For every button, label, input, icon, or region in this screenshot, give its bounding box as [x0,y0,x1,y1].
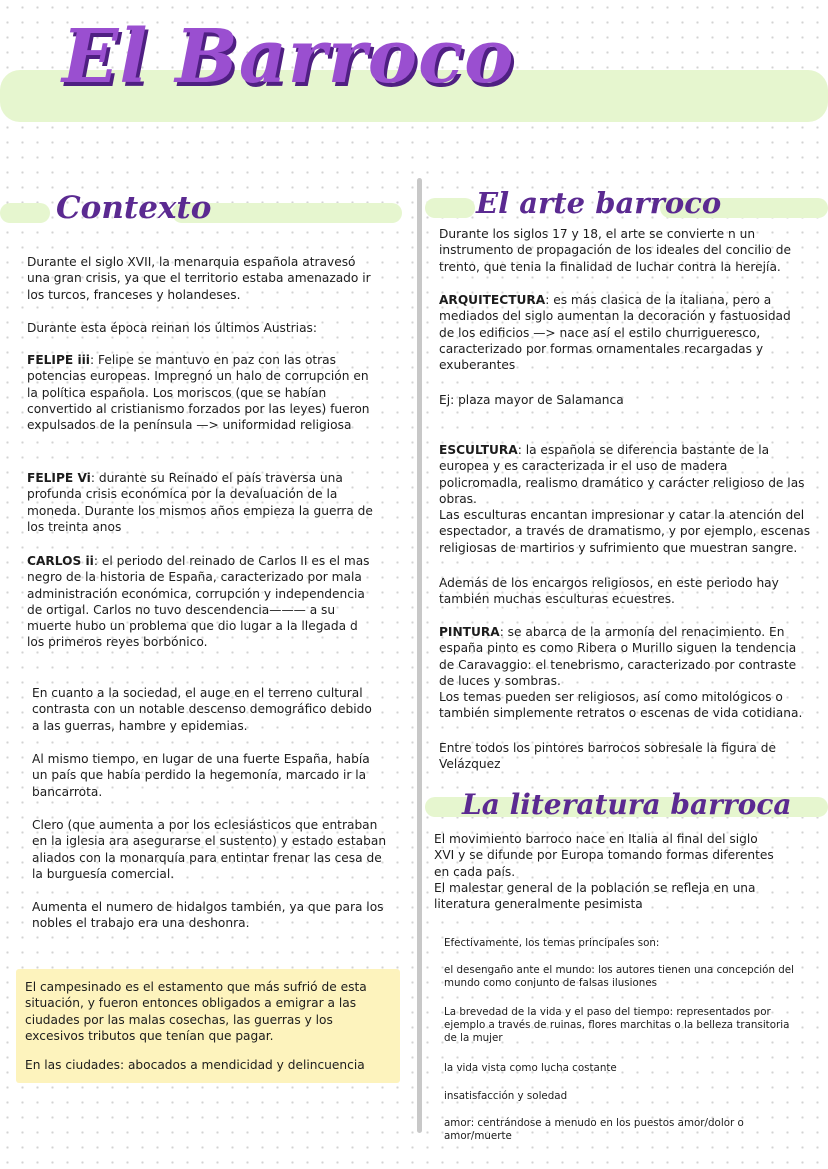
sculpture-text-2: Las esculturas encantan impresionar y catar la atención del espectador, a través de dramatismo, y por ejemplo, escenas religiosas de martirios y sufrimiento que muestran sangre. [439,508,811,555]
painting-text: : se abarca de la armonía del renacimiento. En españa pinto es como Ribera o Murillo siguen la tendencia de Caravaggio: el tenebrismo, caracterizado por contraste de luces y sombras. [439,625,797,688]
society-paragraph: Clero (que aumenta a por los eclesiásticos que entraban en la iglesia ara asegurarse el sustento) y estado estaban aliados con la monarquía para entintar frenar las cesa de la burguesía comercial. [32,818,387,881]
note-paragraph: El campesinado es el estamento que más sufrió de esta situación, y fueron entonces obligados a emigrar a las ciudades por las malas cosechas, las guerras y los excesivos tributos que tenían que pagar. [25,980,367,1043]
art-heading: El arte barroco [476,186,722,220]
king-felipe-iv [27,470,377,535]
reign-intro: Durante esta época reinan los últimos Austrias: [27,321,317,335]
art-intro: Durante los siglos 17 y 18, el arte se convierte n un instrumento de propagación de los ideales del concilio de trento, que tenia la finalidad de luchar contra la herejía. [439,227,791,274]
literature-heading: La literatura barroca [462,788,792,821]
theme-item: insatisfacción y soledad [444,1090,568,1102]
theme-item: La brevedad de la vida y el paso del tiempo: representados por ejemplo a través de ruinas, flores marchitas o la belleza transitoria de la mujer [444,1006,790,1045]
king-name: CARLOS ii [27,554,94,568]
note-paragraph: En las ciudades: abocados a mendicidad y delincuencia [25,1058,365,1072]
context-intro: Durante el siglo XVII, la menarquia española atravesó una gran crisis, ya que el territorio estaba amenazado ir los turcos, franceses y holandeses. [27,255,371,302]
context-heading: Contexto [56,190,212,226]
king-name: FELIPE Vi [27,471,91,485]
literature-intro: El movimiento barroco nace en Italia al final del siglo XVI y se difunde por Europa tomando formas diferentes en cada país. [434,832,774,879]
context-heading-highlight [0,203,50,223]
painting-label: PINTURA [439,625,500,639]
sculpture-paragraph [439,442,811,556]
page-title: El Barroco [62,14,515,100]
sculpture-text: : la española se diferencia bastante de la europea y es caracterizada ir el uso de madera policromadla, realismo dramático y carácter religioso de las obras. [439,443,805,506]
sculpture-label: ESCULTURA [439,443,518,457]
architecture-label: ARQUITECTURA [439,293,546,307]
king-text: : Felipe se mantuvo en paz con las otras potencias europeas. Impregnó un halo de corrupción en la política española. Los moriscos (que se habían convertido al cristianismo forzados por las leyes) fueron expulsados de la península —> uniformidad religiosa [27,353,370,433]
literature-intro-2: El malestar general de la población se refleja en una literatura generalmente pesimista [434,881,756,912]
theme-item: el desengaño ante el mundo: los autores tienen una concepción del mundo como conjunto de falsas ilusiones [444,964,794,990]
painting-text-2: Los temas pueden ser religiosos, así como mitológicos o también simplemente retratos o escenas de vida cotidiana. [439,690,803,721]
painting-paragraph [439,624,811,722]
theme-item: la vida vista como lucha costante [444,1062,617,1074]
society-paragraph: En cuanto a la sociedad, el auge en el terreno cultural contrasta con un notable descenso demográfico debido a las guerras, hambre y epidemias. [32,686,372,733]
column-divider [417,178,422,1133]
art-heading-highlight [425,198,475,218]
society-paragraph: Aumenta el numero de hidalgos también, ya que para los nobles el trabajo era una deshonra. [32,900,384,931]
architecture-text: : es más clasica de la italiana, pero a mediados del siglo aumentan la decoración y fastuosidad de los edificios —> nace así el estilo churrigueresco, caracterizado por formas ornamentales recargadas y exuberantes [439,293,791,373]
king-text: : el periodo del reinado de Carlos II es el mas negro de la historia de España, caracterizado por mala administración económica, corrupción y independencia de ortigal. Carlos no tuvo descendencia——— a su muerte hubo un problema que dio lugar a la llegada d los primeros reyes borbónico. [27,554,370,650]
architecture-example: Ej: plaza mayor de Salamanca [439,393,624,407]
sculpture-extra: Además de los encargos religiosos, en este periodo hay también muchas esculturas ecuestres. [439,576,779,607]
theme-item: amor: centrándose a menudo en los puestos amor/dolor o amor/muerte [444,1117,744,1143]
king-felipe-iii [27,352,372,433]
society-paragraph: Al mismo tiempo, en lugar de una fuerte España, había un país que había perdido la hegemonía, marcado ir la bancarrota. [32,752,370,799]
king-name: FELIPE iii [27,353,90,367]
king-text: : durante su Reinado el país traversa una profunda crisis económica por la devaluación de la moneda. Durante los mismos años empieza la guerra de los treinta anos [27,471,373,534]
king-carlos-ii [27,553,377,651]
painting-extra: Entre todos los pintores barrocos sobresale la figura de Velázquez [439,741,776,772]
themes-intro: Efectivamente, los temas principales son: [444,937,660,949]
architecture-paragraph [439,292,795,373]
